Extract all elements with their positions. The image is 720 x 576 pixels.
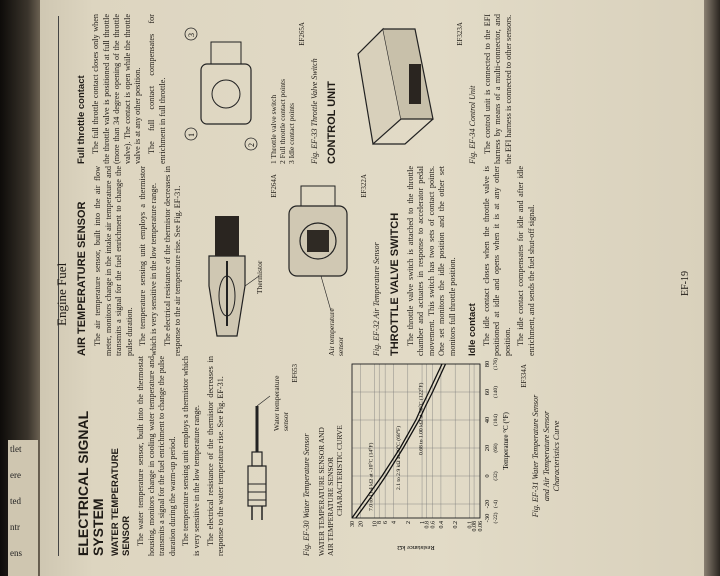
water-temp-sensor-illustration — [230, 356, 288, 556]
y-axis-label: Resistance kΩ — [397, 544, 435, 551]
x-tick-label: 40 — [483, 416, 491, 424]
thermistor-illustration — [187, 166, 267, 356]
right-page-edge — [704, 0, 720, 576]
svg-text:1: 1 — [187, 133, 197, 137]
legend-item: 2 Full throttle contact points — [278, 79, 288, 164]
x-tick-label-f: (68) — [492, 443, 499, 453]
control-unit-drawing — [343, 14, 453, 164]
figure-legend — [269, 14, 296, 164]
air-temp-sensor-illustration — [281, 166, 357, 356]
paragraph: The electrical resistance of the thermistor decreases in response to the water temperature rise. See Fig. EF-31. — [205, 356, 226, 556]
x-tick-label: 0 — [483, 474, 491, 478]
caption-line: Fig. EF-31 Water Temperature Sensor — [531, 394, 541, 518]
paragraph: The throttle valve switch is attached to the throttle chamber and actuates in response to accelerator pedal movement. This switch has two sets of contact points. One set monitors the idle position and the other set monitors full throttle position. — [405, 166, 457, 356]
fragment-text: ntr — [10, 522, 20, 532]
y-tick-label: 0.08 — [472, 521, 479, 532]
figure-caption: Fig. EF-32 Air Temperature Sensor — [371, 242, 381, 356]
thermistor-callout: Thermistor — [254, 260, 264, 294]
x-tick-label-f: (-4) — [492, 499, 499, 509]
y-tick-label: 20 — [358, 521, 365, 527]
rotated-page-content — [40, 0, 704, 576]
figure-code: EF653 — [290, 364, 299, 383]
section-title: CONTROL UNIT — [326, 81, 339, 164]
figure-caption: Fig. EF-30 Water Temperature Sensor — [302, 433, 312, 556]
figure-code: EF265A — [298, 22, 307, 46]
y-tick-label: 0.6 — [430, 521, 437, 529]
y-tick-label: 2 — [405, 521, 412, 524]
caption-line: and Air Temperature Sensor — [541, 410, 551, 502]
legend-item: 1 Throttle valve switch — [269, 94, 279, 164]
column-2 — [76, 166, 540, 356]
paragraph: The temperature sensing unit employs a thermistor which is very sensitive in the low temperature range. — [138, 166, 158, 356]
svg-text:2: 2 — [247, 143, 257, 147]
paragraph: The temperature sensing unit employs a thermistor which is very sensitive in the low temperature range. — [181, 356, 201, 556]
callout-line: sensor — [336, 336, 346, 356]
chart-heading-line: AIR TEMPERATURE SENSOR — [325, 456, 335, 556]
chart-heading-line: WATER TEMPERATURE SENSOR AND — [316, 427, 326, 556]
chart-annotation: 2.1 to 2.9 kΩ at 20°C (68°F) — [396, 426, 403, 490]
page-header — [54, 16, 69, 556]
x-tick-label-f: (176) — [492, 358, 499, 370]
x-tick-label-f: (-22) — [492, 512, 499, 524]
subsection-title — [110, 356, 132, 556]
chart-title: CHARACTERISTIC CURVE — [334, 425, 344, 516]
y-tick-label: 0.8 — [424, 521, 431, 529]
left-page-edge — [0, 0, 40, 576]
paragraph: The full contact compensates for enrichment in full throttle. — [146, 14, 167, 164]
paragraph: The idle contact closes when the throttle valve is positioned at idle and opens when it is at any other position. — [481, 166, 512, 356]
section-title: THROTTLE VALVE SWITCH — [388, 212, 401, 356]
section-title — [76, 356, 106, 556]
fragment-text: tlet — [10, 444, 22, 454]
throttle-switch-illustration — [171, 14, 267, 164]
paragraph: The control unit is connected to the EFI harness by means of a multi-connector, and the EFI harness is connected to other sensors. — [482, 14, 513, 164]
x-tick-label: 80 — [483, 360, 491, 368]
section-title: AIR TEMPERATURE SENSOR — [76, 201, 88, 356]
paragraph: The water temperature sensor, built into the thermostat housing, monitors change in cooling water temperature and transmits a signal for the fuel enrichment to change the pulse duration during the warm-up period. — [136, 356, 177, 556]
y-tick-label: 8 — [377, 521, 384, 524]
chart-heading — [317, 356, 344, 556]
subsection-title-line: WATER TEMPERATURE — [110, 448, 121, 556]
x-tick-label-f: (140) — [492, 386, 499, 398]
page-number: EF-19 — [680, 271, 691, 296]
figure-code: EF323A — [456, 22, 465, 46]
paragraph: The idle contact compensates for idle and after idle enrichment, and sends the fuel shut-off signal. — [516, 166, 536, 356]
y-tick-label: 30 — [349, 521, 356, 527]
figure-caption: Fig. EF-33 Throttle Valve Switch — [309, 58, 319, 164]
fragment-text: ere — [10, 470, 21, 480]
y-tick-label: 0.1 — [467, 521, 474, 529]
y-tick-label: 6 — [383, 521, 390, 524]
x-axis-label: Temperature °C (°F) — [501, 412, 510, 470]
subsection-title: Full throttle contact — [76, 75, 87, 164]
paragraph: The air temperature sensor, built into the air flow meter, monitors change in the intake air temperature and transmits a signal for the fuel enrichment to change the pulse duration. — [93, 166, 134, 356]
fragment-text: ted — [10, 496, 21, 506]
left-page-fragment — [8, 440, 38, 576]
figure-code: EF322A — [360, 174, 369, 198]
column-3 — [76, 14, 517, 164]
x-tick-label-f: (32) — [492, 471, 499, 481]
y-tick-label: 0.4 — [438, 521, 445, 529]
x-tick-label: 20 — [483, 444, 491, 452]
figure-caption: Fig. EF-34 Control Unit — [467, 85, 477, 164]
subsection-title: Idle contact — [466, 303, 478, 356]
callout-line: Air temperature — [327, 308, 337, 356]
chart-annotation: 7.0 to 11.4 kΩ at -10°C (14°F) — [368, 442, 375, 511]
y-tick-label: 10 — [372, 521, 379, 527]
x-tick-label: 60 — [483, 388, 491, 396]
y-tick-label: 4 — [391, 521, 398, 524]
column-1 — [76, 356, 567, 556]
control-unit-illustration — [343, 14, 453, 164]
figure-caption — [531, 356, 563, 556]
figure-code: EF264A — [269, 174, 278, 198]
figure-code: EF334A — [519, 364, 528, 388]
subsection-title-line: SENSOR — [121, 515, 132, 556]
caption-line: Characteristics Curve — [552, 420, 562, 492]
air-temp-sensor-drawing — [281, 166, 357, 356]
page-title: Engine Fuel — [54, 262, 69, 326]
x-tick-label: -20 — [483, 499, 491, 509]
characteristic-curve-chart — [344, 356, 514, 556]
fragment-text: ens — [10, 548, 22, 558]
paragraph: The full throttle contact closes only when the throttle valve is positioned at full throttle (more than 34 degree opening of the throttle valve). The contact is open while the throttle valve is at any other position. — [91, 14, 143, 164]
y-tick-label: 0.06 — [477, 521, 484, 532]
y-tick-label: 1 — [419, 521, 426, 524]
section-title-line: SYSTEM — [90, 498, 106, 556]
chart-annotation: 0.68 to 1.00 kΩ at 50°C (122°F) — [418, 382, 425, 455]
air-sensor-callout — [327, 308, 345, 356]
throttle-switch-drawing — [171, 14, 267, 164]
x-tick-label: -30 — [483, 513, 491, 523]
section-title-line: ELECTRICAL SIGNAL — [75, 410, 91, 556]
legend-item: 3 Idle contact points — [287, 102, 297, 164]
svg-text:3: 3 — [187, 33, 197, 37]
sensor-callout: Water temperature sensor — [271, 375, 290, 431]
paragraph: The electrical resistance of the thermistor decreases in response to the air temperature rise. See Fig. EF-31. — [162, 166, 183, 356]
x-tick-label-f: (104) — [492, 414, 499, 426]
y-tick-label: 0.2 — [453, 521, 460, 529]
